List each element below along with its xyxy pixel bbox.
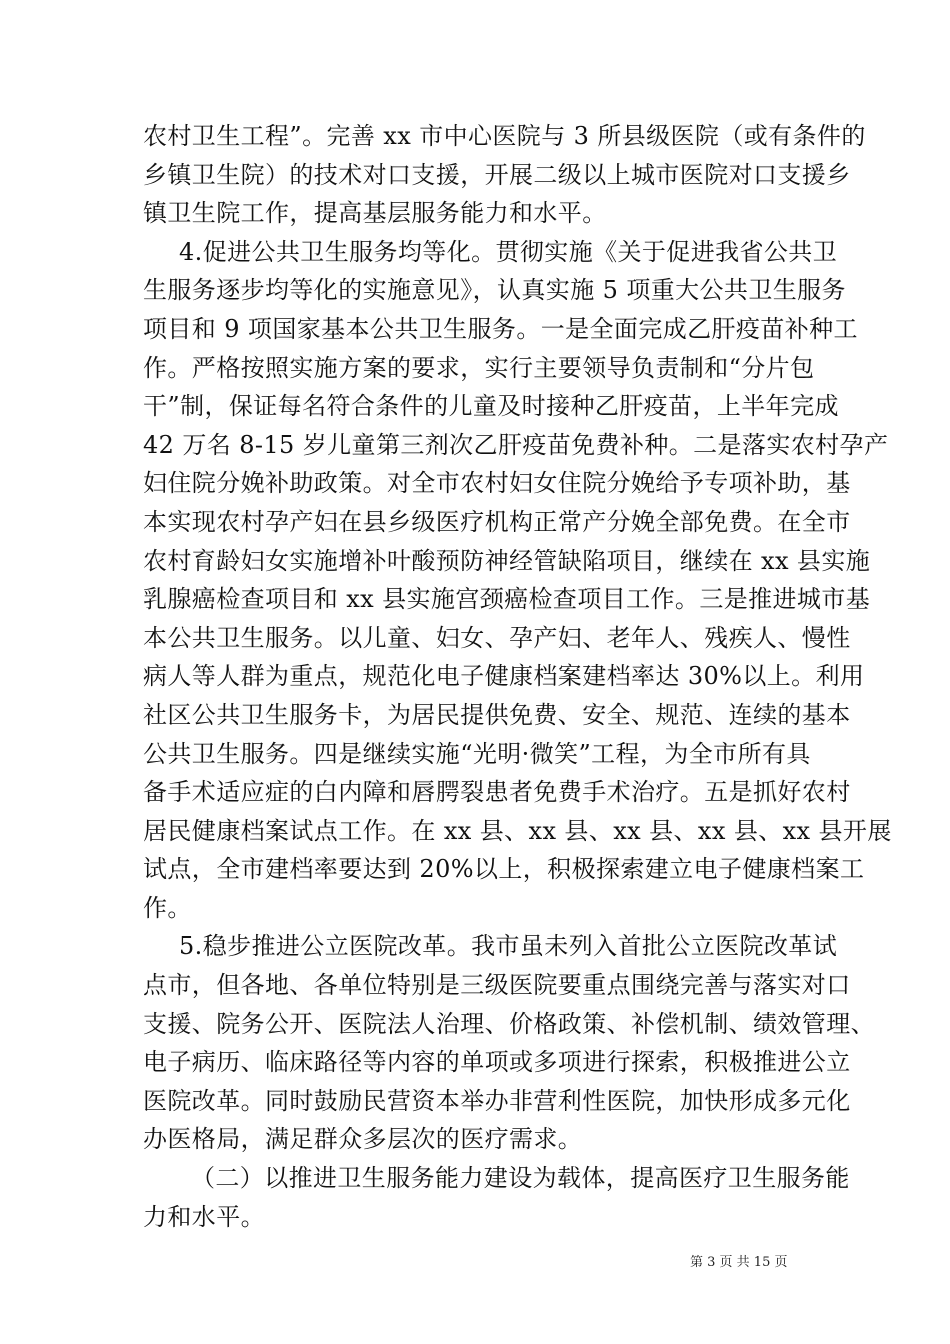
page-number: 第 3 页 共 15 页	[690, 1255, 788, 1270]
text-line: 公共卫生服务。四是继续实施“光明·微笑”工程，为全市所有具	[143, 739, 811, 768]
paragraph-section-heading	[143, 1159, 850, 1236]
text-line: 试点，全市建档率要达到 20%以上，积极探索建立电子健康档案工	[143, 855, 865, 884]
text-line: 项目和 9 项国家基本公共卫生服务。一是全面完成乙肝疫苗补种工	[143, 314, 858, 343]
text-line: 镇卫生院工作，提高基层服务能力和水平。	[143, 199, 607, 228]
text-line: （二）以推进卫生服务能力建设为载体，提高医疗卫生服务能	[191, 1164, 850, 1193]
text-line: 本公共卫生服务。以儿童、妇女、孕产妇、老年人、残疾人、慢性	[143, 623, 851, 652]
text-line: 支援、院务公开、医院法人治理、价格政策、补偿机制、绩效管理、	[143, 1009, 875, 1038]
text-line: 力和水平。	[143, 1202, 265, 1231]
text-line: 5.稳步推进公立医院改革。我市虽未列入首批公立医院改革试	[179, 932, 838, 961]
text-line: 居民健康档案试点工作。在 xx 县、xx 县、xx 县、xx 县、xx 县开展	[143, 816, 892, 845]
text-line: 生服务逐步均等化的实施意见》，认真实施 5 项重大公共卫生服务	[143, 276, 846, 305]
text-line: 社区公共卫生服务卡，为居民提供免费、安全、规范、连续的基本	[143, 700, 851, 729]
text-line: 备手术适应症的白内障和唇腭裂患者免费手术治疗。五是抓好农村	[143, 778, 851, 807]
text-line: 医院改革。同时鼓励民营资本举办非营利性医院，加快形成多元化	[143, 1086, 851, 1115]
document-body	[143, 117, 892, 1236]
text-line: 作。	[143, 893, 192, 922]
text-line: 农村卫生工程”。完善 xx 市中心医院与 3 所县级医院（或有条件的	[143, 122, 866, 150]
text-line: 42 万名 8-15 岁儿童第三剂次乙肝疫苗免费补种。二是落实农村孕产	[143, 430, 889, 459]
text-line: 乳腺癌检查项目和 xx 县实施宫颈癌检查项目工作。三是推进城市基	[143, 585, 871, 614]
paragraph-public-hospital-reform	[143, 927, 875, 1159]
text-line: 本实现农村孕产妇在县乡级医疗机构正常产分娩全部免费。在全市	[143, 507, 851, 536]
text-line: 办医格局，满足群众多层次的医疗需求。	[143, 1125, 583, 1154]
text-line: 点市，但各地、各单位特别是三级医院要重点围绕完善与落实对口	[143, 971, 851, 1000]
paragraph-rural-health	[143, 117, 866, 233]
text-line: 4.促进公共卫生服务均等化。贯彻实施《关于促进我省公共卫	[179, 237, 838, 266]
text-line: 农村育龄妇女实施增补叶酸预防神经管缺陷项目，继续在 xx 县实施	[143, 546, 871, 575]
text-line: 电子病历、临床路径等内容的单项或多项进行探索，积极推进公立	[143, 1048, 851, 1077]
paragraph-public-health-equalization	[143, 233, 892, 928]
text-line: 乡镇卫生院）的技术对口支援，开展二级以上城市医院对口支援乡	[143, 160, 851, 189]
text-line: 作。严格按照实施方案的要求，实行主要领导负责制和“分片包	[143, 353, 815, 382]
text-line: 妇住院分娩补助政策。对全市农村妇女住院分娩给予专项补助，基	[143, 469, 851, 498]
text-line: 干”制，保证每名符合条件的儿童及时接种乙肝疫苗，上半年完成	[143, 392, 839, 421]
text-line: 病人等人群为重点，规范化电子健康档案建档率达 30%以上。利用	[143, 662, 865, 691]
